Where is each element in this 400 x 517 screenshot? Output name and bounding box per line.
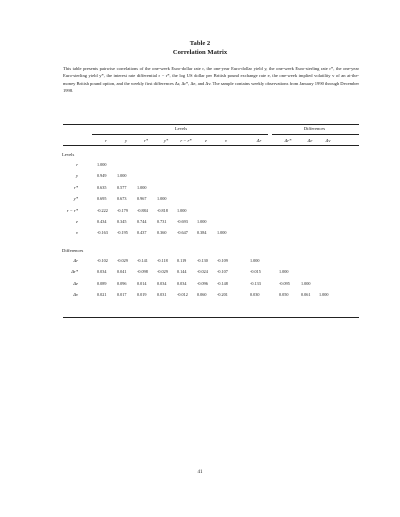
differences-group-rule (272, 134, 359, 135)
table-cell: 0.034 (177, 280, 187, 286)
table-cell: -0.201 (217, 292, 228, 298)
table-cell: -0.141 (137, 258, 148, 263)
table-cell: 0.034 (157, 280, 167, 286)
column-header: Δr* (284, 138, 292, 143)
table-cell: 1.000 (217, 230, 227, 236)
table-cell: -0.024 (197, 269, 208, 275)
table-cell: 0.034 (97, 269, 107, 275)
row-label: Δv (73, 292, 78, 298)
table-cell: 1.000 (279, 269, 289, 275)
table-cell: 0.345 (117, 219, 127, 224)
table-cell: -0.096 (197, 280, 208, 286)
table-cell: 0.360 (157, 230, 167, 236)
table-cell: 0.050 (279, 292, 289, 298)
table-cell: 0.635 (97, 184, 107, 190)
row-label: v (75, 230, 78, 236)
column-group-differences: Differences (303, 126, 326, 131)
column-header: Δe (307, 138, 313, 143)
table-cell: 0.949 (97, 173, 107, 179)
row-label: y* (73, 196, 78, 202)
table-cell: 1.000 (137, 184, 147, 190)
row-label: Δe (73, 280, 78, 286)
table-cell: -0.163 (97, 230, 108, 236)
table-cell: -0.222 (97, 207, 108, 213)
column-header: y* (163, 138, 169, 143)
table-cell: -0.884 (137, 207, 148, 213)
section-label: Levels (62, 152, 75, 157)
table-cell: 0.967 (137, 196, 147, 202)
table-cell: 0.577 (117, 184, 127, 190)
table-cell: -0.098 (137, 269, 148, 275)
table-cell: 1.000 (301, 280, 311, 286)
table-cell: 1.000 (177, 207, 187, 213)
table-cell: 0.119 (177, 258, 187, 263)
table-cell: 0.695 (97, 196, 107, 202)
table-cell: 0.673 (117, 196, 127, 202)
column-header: r* (143, 138, 149, 143)
row-label: r − r* (66, 207, 78, 213)
column-header: e (204, 138, 208, 143)
table-top-rule (63, 124, 359, 125)
table-cell: -0.133 (250, 280, 261, 286)
table-cell: 0.731 (157, 219, 167, 224)
header-bottom-rule (63, 145, 359, 146)
row-label: r (76, 162, 78, 167)
column-header: r − r* (180, 138, 192, 143)
column-header: r (105, 138, 107, 143)
table-cell: -0.693 (177, 219, 188, 224)
table-cell: -0.109 (217, 258, 228, 263)
table-cell: 0.144 (177, 269, 187, 275)
table-cell: -0.095 (279, 280, 290, 286)
table-cell: 0.019 (137, 292, 147, 298)
table-cell: 0.437 (137, 230, 147, 236)
table-cell: -0.179 (117, 207, 128, 213)
table-cell: -0.107 (217, 269, 228, 275)
table-cell: 1.000 (250, 258, 260, 263)
page-number: 41 (197, 470, 203, 475)
table-cell: 1.000 (97, 162, 107, 167)
table-cell: 0.060 (197, 292, 207, 298)
column-header: y (124, 138, 128, 143)
table-cell: 0.089 (97, 280, 107, 286)
table-cell: -0.195 (117, 230, 128, 236)
table-cell: 1.000 (117, 173, 127, 179)
table-cell: 0.384 (197, 230, 207, 236)
column-group-levels: Levels (174, 126, 188, 131)
table-cell: -0.015 (250, 269, 261, 275)
table-cell: -0.118 (157, 258, 168, 263)
table-cell: -0.012 (177, 292, 188, 298)
table-number: Table 2 (189, 40, 211, 47)
column-header: Δv (325, 138, 331, 143)
table-title: Correlation Matrix (172, 49, 228, 56)
table-cell: -0.029 (157, 269, 168, 275)
table-cell: -0.818 (157, 207, 168, 213)
table-cell: 0.434 (97, 219, 107, 224)
row-label: Δr* (71, 269, 78, 275)
table-cell: 0.014 (137, 280, 147, 286)
table-cell: 0.061 (301, 292, 311, 298)
table-cell: -0.102 (97, 258, 108, 263)
table-cell: -0.029 (117, 258, 128, 263)
row-label: y (75, 173, 78, 179)
row-label: e (75, 219, 78, 224)
table-cell: -0.647 (177, 230, 188, 236)
table-bottom-rule (63, 317, 359, 318)
table-cell: 1.000 (197, 219, 207, 224)
table-cell: 1.000 (157, 196, 167, 202)
table-cell: 0.744 (137, 219, 147, 224)
levels-group-rule (92, 134, 268, 135)
table-cell: 0.017 (117, 292, 127, 298)
row-label: r* (73, 184, 78, 190)
table-cell: 0.030 (250, 292, 260, 298)
row-label: Δr (73, 258, 78, 263)
table-cell: 1.000 (319, 292, 329, 298)
table-cell: 0.096 (117, 280, 127, 286)
table-caption: This table presents pairwise correlations of the one-week Euro-dollar rate r, the one-year Euro-dollar yield y, the one-week Euro-sterling rate r*, the one-year Euro-sterling yield y*, the interest rate differential r − r*, the log US dollar per British pound exchange rate e, the one-week implied volatility v of an at-the-money British pound option, and the weekly first differences Δr, Δr*, Δe, and Δv. The sample contains weekly observations from January 1990 through December 1998. (63, 66, 359, 94)
table-cell: 0.021 (97, 292, 107, 298)
table-cell: 0.041 (117, 269, 127, 275)
column-header: v (224, 138, 228, 143)
table-cell: -0.148 (217, 280, 228, 286)
section-label: Differences (62, 248, 84, 253)
column-header: Δr (256, 138, 262, 143)
table-cell: 0.031 (157, 292, 167, 298)
table-cell: -0.130 (197, 258, 208, 263)
